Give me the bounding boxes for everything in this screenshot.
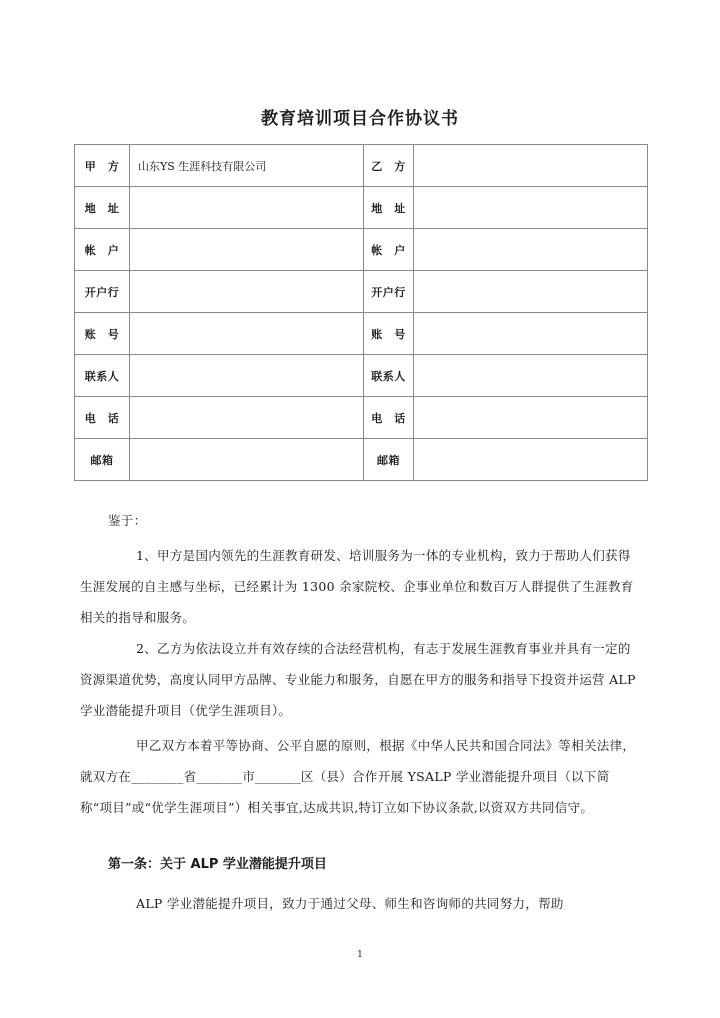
left-value: 山东YS 生涯科技有限公司 (130, 145, 364, 187)
right-value (414, 229, 648, 271)
table-row (75, 355, 648, 397)
left-value (130, 439, 364, 481)
intro-text: 鉴于： (108, 513, 147, 528)
party-info-table (74, 144, 648, 481)
right-label: 帐 户 (364, 229, 414, 271)
left-label: 邮箱 (75, 439, 130, 481)
left-label: 甲 方 (75, 145, 130, 187)
right-value (414, 313, 648, 355)
right-value (414, 271, 648, 313)
left-label: 帐 户 (75, 229, 130, 271)
right-label: 开户行 (364, 271, 414, 313)
right-value (414, 355, 648, 397)
right-label: 账 号 (364, 313, 414, 355)
right-value (414, 397, 648, 439)
right-label: 联系人 (364, 355, 414, 397)
right-value (414, 187, 648, 229)
table-row (75, 313, 648, 355)
left-label: 开户行 (75, 271, 130, 313)
right-value (414, 145, 648, 187)
clause-1: 1、甲方是国内领先的生涯教育研发、培训服务为一体的专业机构，致力于帮助人们获得生涯发展的自主感与坐标，已经累计为 1300 余家院校、企事业单位和数百万人群提供了生涯教育相关的指导和服务。 (80, 548, 634, 625)
table-row (75, 187, 648, 229)
right-label: 邮箱 (364, 439, 414, 481)
table-row (75, 229, 648, 271)
left-label: 地 址 (75, 187, 130, 229)
table-row (75, 271, 648, 313)
agreement-paragraph: 甲乙双方本着平等协商、公平自愿的原则，根据《中华人民共和国合同法》等相关法律，就双方在________省_______市_______区（县）合作开展 YSALP 学业潜能提升项目（以下简称“项目”或“优学生涯项目”）相关事宜,达成共识,特订立如下协议条款,以资双方共同信守。 (80, 738, 636, 815)
left-label: 账 号 (75, 313, 130, 355)
article-1-heading: 第一条：关于 ALP 学业潜能提升项目 (108, 857, 327, 872)
left-value (130, 187, 364, 229)
right-label: 电 话 (364, 397, 414, 439)
table-row (75, 439, 648, 481)
left-value (130, 229, 364, 271)
page-number: 1 (357, 950, 363, 960)
right-label: 地 址 (364, 187, 414, 229)
left-label: 电 话 (75, 397, 130, 439)
document-title: 教育培训项目合作协议书 (261, 109, 459, 129)
left-value (130, 355, 364, 397)
left-value (130, 271, 364, 313)
article-1-text: ALP 学业潜能提升项目，致力于通过父母、师生和咨询师的共同努力，帮助 (136, 896, 564, 911)
table-row (75, 145, 648, 187)
left-value (130, 397, 364, 439)
right-label: 乙 方 (364, 145, 414, 187)
right-value (414, 439, 648, 481)
clause-2: 2、乙方为依法设立并有效存续的合法经营机构，有志于发展生涯教育事业并具有一定的资源渠道优势，高度认同甲方品牌、专业能力和服务，自愿在甲方的服务和指导下投资并运营 ALP 学业潜能提升项目（优学生涯项目）。 (80, 641, 636, 718)
table-row (75, 397, 648, 439)
left-label: 联系人 (75, 355, 130, 397)
left-value (130, 313, 364, 355)
